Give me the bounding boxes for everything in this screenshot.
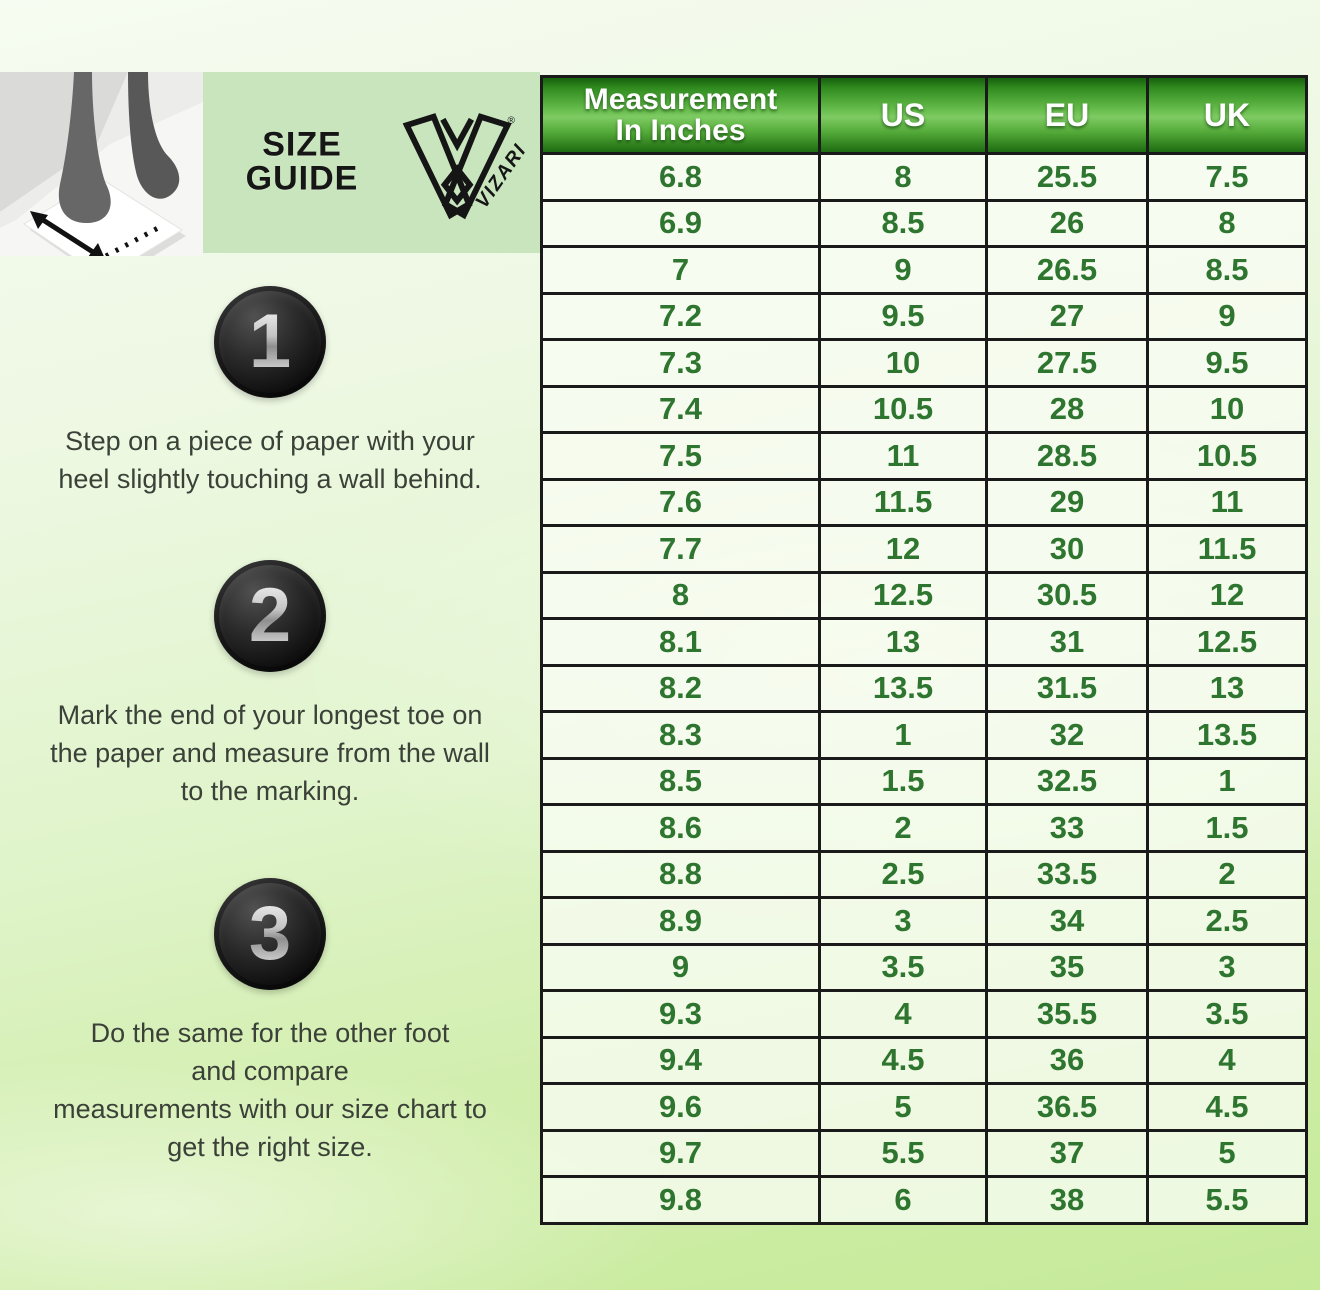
step-3-number-badge (214, 878, 326, 990)
table-row (542, 1177, 1307, 1224)
cell-uk: 9.5 (1148, 340, 1307, 387)
cell-eu: 29 (987, 479, 1148, 526)
col-header-measurement-inches (542, 77, 820, 154)
vizari-wordmark: VIZARI (471, 140, 527, 213)
cell-eu: 36 (987, 1037, 1148, 1084)
table-row (542, 758, 1307, 805)
cell-us: 3 (820, 898, 987, 945)
table-row (542, 619, 1307, 666)
cell-uk: 13 (1148, 665, 1307, 712)
cell-us: 10 (820, 340, 987, 387)
cell-eu: 31 (987, 619, 1148, 666)
cell-inches: 6.8 (542, 154, 820, 201)
cell-inches: 8.9 (542, 898, 820, 945)
table-row (542, 805, 1307, 852)
cell-eu: 36.5 (987, 1084, 1148, 1131)
cell-us: 4.5 (820, 1037, 987, 1084)
cell-us: 11.5 (820, 479, 987, 526)
cell-eu: 35 (987, 944, 1148, 991)
col-header-measurement-line2: In Inches (615, 114, 746, 147)
cell-inches: 7.6 (542, 479, 820, 526)
vizari-logo (389, 105, 527, 231)
cell-us: 1.5 (820, 758, 987, 805)
cell-inches: 9.8 (542, 1177, 820, 1224)
banner-title (222, 125, 382, 198)
cell-eu: 26.5 (987, 247, 1148, 294)
size-guide-banner (203, 72, 540, 253)
cell-eu: 33.5 (987, 851, 1148, 898)
cell-inches: 9.3 (542, 991, 820, 1038)
cell-us: 3.5 (820, 944, 987, 991)
cell-us: 6 (820, 1177, 987, 1224)
step-3-text-line: measurements with our size chart to (53, 1094, 487, 1124)
cell-uk: 11 (1148, 479, 1307, 526)
cell-uk: 10 (1148, 386, 1307, 433)
size-table (540, 75, 1308, 1225)
step-3-text-line: get the right size. (167, 1132, 373, 1162)
table-row (542, 851, 1307, 898)
cell-inches: 7.7 (542, 526, 820, 573)
cell-us: 9 (820, 247, 987, 294)
foot-measurement-illustration (0, 72, 203, 256)
table-row (542, 665, 1307, 712)
cell-inches: 6.9 (542, 200, 820, 247)
cell-eu: 27.5 (987, 340, 1148, 387)
cell-inches: 8.6 (542, 805, 820, 852)
step-1-number-badge (214, 286, 326, 398)
cell-uk: 2 (1148, 851, 1307, 898)
cell-uk: 7.5 (1148, 154, 1307, 201)
cell-us: 1 (820, 712, 987, 759)
cell-uk: 1 (1148, 758, 1307, 805)
cell-us: 11 (820, 433, 987, 480)
cell-us: 13 (820, 619, 987, 666)
table-row (542, 247, 1307, 294)
step-2-number-badge (214, 560, 326, 672)
cell-uk: 4 (1148, 1037, 1307, 1084)
cell-uk: 8 (1148, 200, 1307, 247)
header-row (542, 77, 1307, 154)
cell-uk: 2.5 (1148, 898, 1307, 945)
table-row (542, 1084, 1307, 1131)
cell-us: 8.5 (820, 200, 987, 247)
col-header-eu: EU (987, 77, 1148, 154)
step-3-text (53, 1014, 487, 1166)
cell-inches: 8.3 (542, 712, 820, 759)
cell-inches: 9.4 (542, 1037, 820, 1084)
table-row (542, 898, 1307, 945)
cell-eu: 30 (987, 526, 1148, 573)
cell-uk: 13.5 (1148, 712, 1307, 759)
cell-eu: 26 (987, 200, 1148, 247)
cell-uk: 3.5 (1148, 991, 1307, 1038)
cell-inches: 8.1 (542, 619, 820, 666)
step-3-text-line: Do the same for the other foot (90, 1018, 450, 1048)
cell-uk: 1.5 (1148, 805, 1307, 852)
table-row (542, 712, 1307, 759)
cell-inches: 7.3 (542, 340, 820, 387)
cell-uk: 10.5 (1148, 433, 1307, 480)
cell-uk: 4.5 (1148, 1084, 1307, 1131)
col-header-uk: UK (1148, 77, 1307, 154)
table-row (542, 526, 1307, 573)
cell-inches: 8.5 (542, 758, 820, 805)
table-row (542, 154, 1307, 201)
cell-eu: 31.5 (987, 665, 1148, 712)
banner-title-line2: GUIDE (245, 159, 359, 198)
cell-uk: 11.5 (1148, 526, 1307, 573)
cell-eu: 27 (987, 293, 1148, 340)
step-2-text-line: Mark the end of your longest toe on (57, 700, 483, 730)
table-row (542, 1037, 1307, 1084)
cell-uk: 3 (1148, 944, 1307, 991)
step-3-number: 3 (248, 891, 292, 976)
cell-inches: 8.2 (542, 665, 820, 712)
step-2-text-line: the paper and measure from the wall (50, 738, 490, 768)
table-row (542, 479, 1307, 526)
cell-uk: 9 (1148, 293, 1307, 340)
cell-us: 5 (820, 1084, 987, 1131)
step-3 (0, 878, 540, 1166)
cell-inches: 7.5 (542, 433, 820, 480)
step-1-text-line: Step on a piece of paper with your (65, 426, 475, 456)
cell-us: 4 (820, 991, 987, 1038)
cell-eu: 32.5 (987, 758, 1148, 805)
registered-trademark: ® (507, 115, 515, 127)
step-2-text (50, 696, 490, 810)
step-2 (0, 560, 540, 810)
cell-us: 9.5 (820, 293, 987, 340)
cell-inches: 8 (542, 572, 820, 619)
cell-us: 2.5 (820, 851, 987, 898)
step-2-number: 2 (248, 573, 292, 658)
size-table-body (542, 154, 1307, 1224)
table-row (542, 433, 1307, 480)
banner-title-line1: SIZE (262, 125, 342, 164)
cell-eu: 34 (987, 898, 1148, 945)
table-row (542, 991, 1307, 1038)
step-1-text (58, 422, 481, 498)
cell-inches: 7 (542, 247, 820, 294)
cell-us: 13.5 (820, 665, 987, 712)
step-1 (0, 286, 540, 498)
table-row (542, 572, 1307, 619)
step-1-text-line: heel slightly touching a wall behind. (58, 464, 482, 494)
table-row (542, 200, 1307, 247)
step-2-text-line: to the marking. (180, 776, 360, 806)
cell-inches: 9.6 (542, 1084, 820, 1131)
table-row (542, 1130, 1307, 1177)
cell-inches: 7.2 (542, 293, 820, 340)
cell-eu: 38 (987, 1177, 1148, 1224)
table-row (542, 944, 1307, 991)
cell-uk: 12 (1148, 572, 1307, 619)
cell-us: 12 (820, 526, 987, 573)
cell-eu: 28 (987, 386, 1148, 433)
cell-eu: 37 (987, 1130, 1148, 1177)
col-header-measurement-line1: Measurement (583, 83, 778, 116)
cell-inches: 9.7 (542, 1130, 820, 1177)
cell-us: 2 (820, 805, 987, 852)
cell-eu: 28.5 (987, 433, 1148, 480)
cell-uk: 8.5 (1148, 247, 1307, 294)
table-row (542, 386, 1307, 433)
cell-us: 12.5 (820, 572, 987, 619)
table-row (542, 293, 1307, 340)
cell-eu: 35.5 (987, 991, 1148, 1038)
cell-inches: 9 (542, 944, 820, 991)
cell-us: 5.5 (820, 1130, 987, 1177)
cell-uk: 12.5 (1148, 619, 1307, 666)
cell-uk: 5 (1148, 1130, 1307, 1177)
cell-us: 10.5 (820, 386, 987, 433)
step-1-number: 1 (248, 299, 292, 384)
cell-eu: 30.5 (987, 572, 1148, 619)
table-row (542, 340, 1307, 387)
cell-uk: 5.5 (1148, 1177, 1307, 1224)
cell-eu: 25.5 (987, 154, 1148, 201)
cell-eu: 32 (987, 712, 1148, 759)
col-header-us: US (820, 77, 987, 154)
cell-inches: 8.8 (542, 851, 820, 898)
cell-inches: 7.4 (542, 386, 820, 433)
cell-eu: 33 (987, 805, 1148, 852)
step-3-text-line: and compare (191, 1056, 349, 1086)
cell-us: 8 (820, 154, 987, 201)
size-chart-table (540, 75, 1308, 1225)
